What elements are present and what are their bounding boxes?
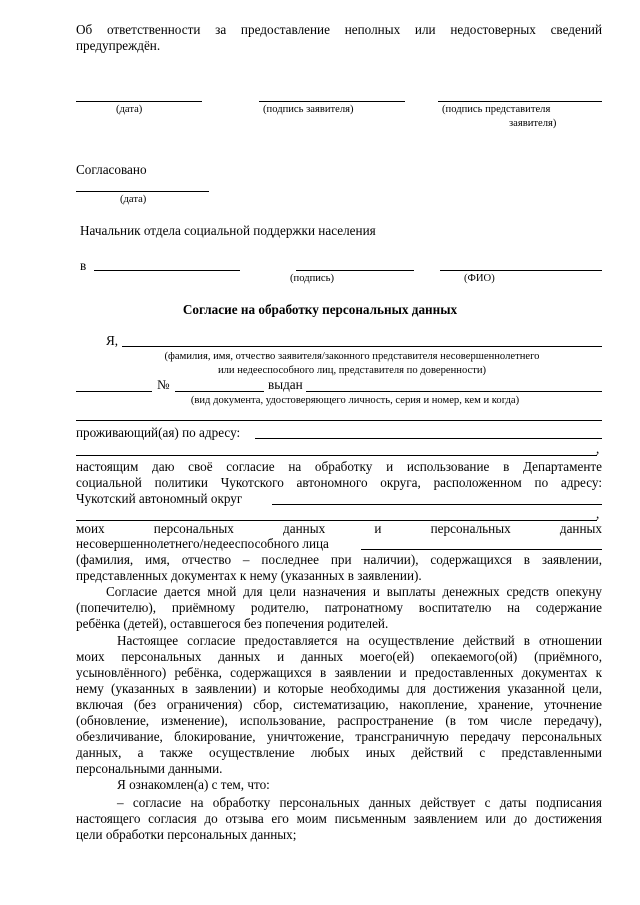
- issued-label: выдан: [268, 377, 303, 392]
- document-type-line[interactable]: [76, 391, 152, 392]
- body-p4-line-8: данных, а также осуществление любых иных действий с представленными: [76, 745, 602, 760]
- department-address-comma: ,: [596, 506, 600, 521]
- applicant-signature-line[interactable]: [259, 101, 405, 102]
- address-line-1[interactable]: [255, 438, 602, 439]
- body-p4-line-4: нему (указанных в заявлении) и которые необходимы для достижения указанной цели,: [76, 681, 602, 696]
- head-signature-line[interactable]: [296, 270, 414, 271]
- body-p2-line-1: моих персональных данных и персональных данных: [76, 521, 602, 536]
- body-p6-line-2: настоящего согласия до отзыва его моим письменным заявлением или до достижения: [76, 811, 602, 826]
- department-address-line-1[interactable]: [272, 504, 602, 505]
- body-p4-line-1: Настоящее согласие предоставляется на осуществление действий в отношении: [117, 633, 602, 648]
- i-label: Я,: [106, 333, 119, 348]
- body-p3-line-2: (попечителю), приёмному родителю, патронатному воспитателю на содержание: [76, 600, 602, 615]
- consent-title: Согласие на обработку персональных данных: [182, 302, 458, 317]
- warning-line-2: предупреждён.: [76, 38, 161, 53]
- issued-by-line[interactable]: [306, 391, 602, 392]
- body-p4-line-3: усыновлённого) ребёнка, содержащихся в заявлении и предоставленных документах к: [76, 665, 602, 680]
- body-p1-line-1: настоящим даю своё согласие на обработку и использование в Департаменте: [76, 459, 602, 474]
- approval-date-line[interactable]: [76, 191, 209, 192]
- head-fio-line[interactable]: [440, 270, 602, 271]
- body-p5: Я ознакомлен(а) с тем, что:: [117, 777, 270, 792]
- body-p2-line-3: (фамилия, имя, отчество – последнее при наличии), содержащихся в заявлении,: [76, 552, 602, 567]
- date-label: (дата): [116, 104, 143, 115]
- warning-line-1: Об ответственности за предоставление неполных или недостоверных сведений: [76, 22, 602, 37]
- body-p1-line-3: Чукотский автономный округ: [76, 491, 243, 506]
- representative-signature-line[interactable]: [438, 101, 602, 102]
- representative-signature-label-2: заявителя): [509, 118, 557, 129]
- body-p4-line-2: моих персональных данных и данных моего(ей) опекаемого(ой) (приёмного,: [76, 649, 602, 664]
- applicant-signature-label: (подпись заявителя): [263, 104, 354, 115]
- document-hint: (вид документа, удостоверяющего личность, серия и номер, кем и когда): [190, 395, 520, 406]
- body-p3-line-1: Согласие дается мной для цели назначения и выплаты денежных средств опекуну: [106, 584, 602, 599]
- document-number-line[interactable]: [175, 391, 264, 392]
- in-label: в: [80, 258, 87, 273]
- number-label: №: [157, 377, 170, 392]
- body-p4-line-6: (обновление, изменение), использование, распространение (в том числе передачу),: [76, 713, 602, 728]
- head-signature-label: (подпись): [290, 273, 334, 284]
- residing-label: проживающий(ая) по адресу:: [76, 425, 241, 440]
- body-p4-line-5: включая (без ограничения) сбор, систематизацию, накопление, хранение, уточнение: [76, 697, 602, 712]
- head-title: Начальник отдела социальной поддержки населения: [80, 223, 376, 238]
- body-p4-line-9: персональными данными.: [76, 761, 223, 776]
- agreed-label: Согласовано: [76, 162, 147, 177]
- body-p6-line-3: цели обработки персональных данных;: [76, 827, 297, 842]
- body-p3-line-3: ребёнка (детей), оставшегося без попечения родителей.: [76, 616, 389, 631]
- department-line[interactable]: [94, 270, 240, 271]
- date-signature-line[interactable]: [76, 101, 202, 102]
- body-p4-line-7: обезличивание, блокирование, уничтожение, трансграничную передачу персональных: [76, 729, 602, 744]
- body-p2-line-2: несовершеннолетнего/недееспособного лица: [76, 536, 329, 551]
- address-line-2[interactable]: [76, 455, 597, 456]
- ward-fio-line[interactable]: [361, 549, 602, 550]
- applicant-fio-line[interactable]: [122, 346, 602, 347]
- representative-signature-label-1: (подпись представителя: [442, 104, 551, 115]
- body-p1-line-2: социальной политики Чукотского автономного округа, расположенном по адресу:: [76, 475, 602, 490]
- body-p6-line-1: – согласие на обработку персональных данных действует с даты подписания: [117, 795, 602, 810]
- fio-hint-1: (фамилия, имя, отчество заявителя/законного представителя несовершеннолетнего: [164, 351, 540, 362]
- fio-hint-2: или недееспособного лиц, представителя по доверенности): [217, 365, 487, 376]
- head-fio-label: (ФИО): [464, 273, 495, 284]
- approval-date-label: (дата): [120, 194, 147, 205]
- address-comma: ,: [596, 441, 600, 456]
- body-p2-line-4: представленных документах к нему (указанных в заявлении).: [76, 568, 422, 583]
- extra-document-line[interactable]: [76, 420, 602, 421]
